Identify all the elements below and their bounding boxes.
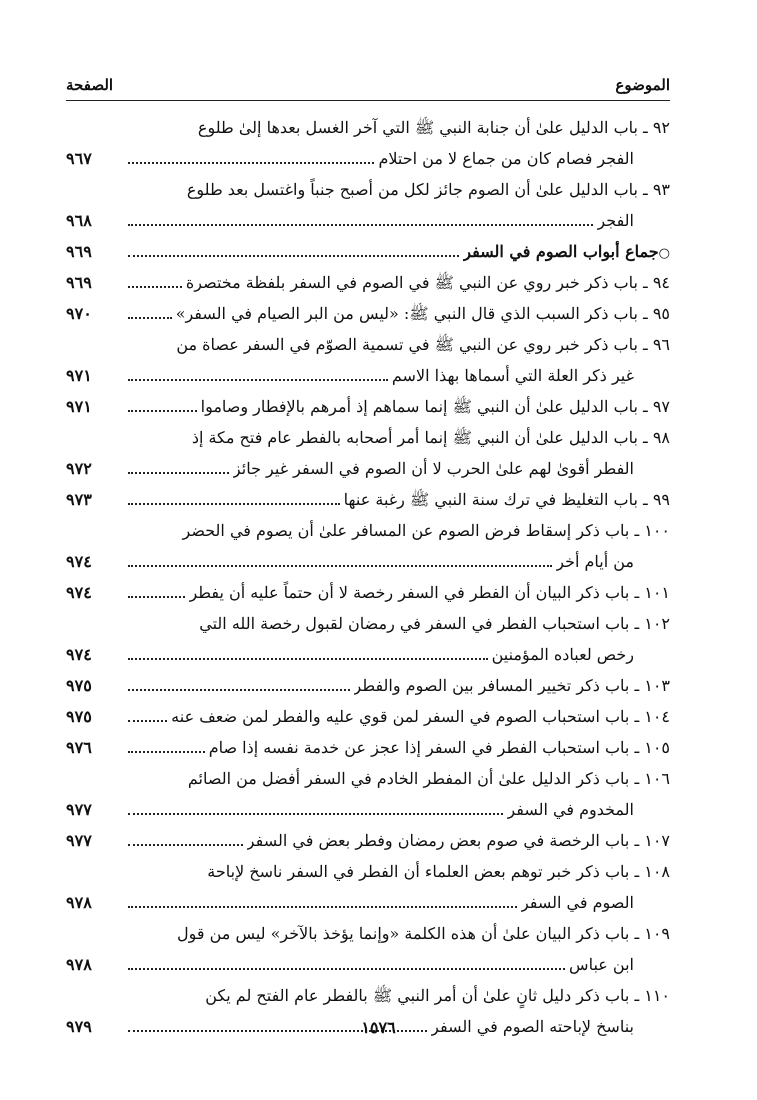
toc-header xyxy=(66,76,670,98)
topic-column-label: الموضوع xyxy=(615,76,670,94)
toc-entry xyxy=(66,484,670,515)
page-column-label: الصفحة xyxy=(66,76,114,94)
toc-entry-text: ١٠٤ ـ باب استحباب الصوم في السفر لمن قوي عليه والفطر لمن ضعف عنه xyxy=(171,707,670,726)
toc-entry-text: ٩٦ ـ باب ذكر خبر روي عن النبي ﷺ في تسمية الصوّم في السفر عصاة من xyxy=(176,335,670,354)
toc-entry-text: ١٠٥ ـ باب استحباب الفطر في السفر إذا عجز عن خدمة نفسه إذا صام xyxy=(208,738,670,757)
toc-entry-line xyxy=(66,763,670,794)
toc-entry-line xyxy=(66,143,670,174)
toc-entry-line xyxy=(66,174,670,205)
toc-entry-text: ٩٩ ـ باب التغليظ في ترك سنة النبي ﷺ رغبة عنها xyxy=(343,490,670,509)
toc-entry-line xyxy=(66,670,670,701)
toc-page-number: ٩٧٤ xyxy=(66,583,92,602)
toc-entry-line xyxy=(66,484,670,515)
dot-leader xyxy=(128,844,243,846)
toc-entry-text: ٩٥ ـ باب ذكر السبب الذي قال النبي ﷺ: «ليس من البر الصيام في السفر» xyxy=(175,304,670,323)
toc-page-number: ٩٧٣ xyxy=(66,490,92,509)
dot-leader xyxy=(128,751,205,753)
toc-page-number: ٩٧١ xyxy=(66,366,92,385)
dot-leader xyxy=(128,472,229,474)
toc-entry xyxy=(66,577,670,608)
toc-entry-text: ٩٢ ـ باب الدليل علىٰ أن جنابة النبي ﷺ التي آخر الغسل بعدها إلىٰ طلوع xyxy=(197,118,670,137)
toc-page-number: ٩٧٠ xyxy=(66,304,92,323)
toc-entry-text: رخص لعباده المؤمنين xyxy=(491,645,634,664)
dot-leader xyxy=(128,720,167,722)
toc-entry-text: الفطر أقوىٰ لهم علىٰ الحرب لا أن الصوم في السفر غير جائز xyxy=(232,459,634,478)
dot-leader xyxy=(128,162,374,164)
toc-entry xyxy=(66,391,670,422)
toc-entry xyxy=(66,329,670,391)
dot-leader xyxy=(128,658,488,660)
toc-entry xyxy=(66,112,670,174)
toc-entry xyxy=(66,515,670,577)
toc-entry-text: ٩٨ ـ باب الدليل علىٰ أن النبي ﷺ إنما أمر أصحابه بالفطر عام فتح مكة إذ xyxy=(191,428,670,447)
toc-entry-line xyxy=(66,112,670,143)
toc-page-number: ٩٧٧ xyxy=(66,800,92,819)
toc-entry-text: الفجر xyxy=(597,211,634,230)
toc-entry-line xyxy=(66,980,670,1011)
toc-entry-text: ١٠٣ ـ باب ذكر تخيير المسافر بين الصوم والفطر xyxy=(353,676,670,695)
dot-leader xyxy=(128,565,552,567)
toc-entry-line xyxy=(66,732,670,763)
toc-entry-line xyxy=(66,515,670,546)
toc-entry xyxy=(66,267,670,298)
toc-entry-text: ١٠١ ـ باب ذكر البيان أن الفطر في السفر رخصة لا أن حتماً عليه أن يفطر xyxy=(189,583,670,602)
dot-leader xyxy=(128,255,459,257)
toc-entry-text: ١٠٦ ـ باب ذكر الدليل علىٰ أن المفطر الخادم في السفر أفضل من الصائم xyxy=(187,769,670,788)
toc-page-number: ٩٧٤ xyxy=(66,552,92,571)
toc-entry xyxy=(66,422,670,484)
table-of-contents xyxy=(66,112,670,1042)
toc-entry xyxy=(66,856,670,918)
toc-entry-line xyxy=(66,360,670,391)
toc-page-number: ٩٧١ xyxy=(66,397,92,416)
dot-leader xyxy=(128,503,340,505)
toc-entry-text: بناسخ لإباحته الصوم في السفر xyxy=(431,1017,634,1036)
toc-entry xyxy=(66,670,670,701)
dot-leader xyxy=(128,379,388,381)
toc-entry-line xyxy=(66,856,670,887)
dot-leader xyxy=(128,968,565,970)
toc-page-number: ٩٦٩ xyxy=(66,242,92,261)
toc-page-number: ٩٧٥ xyxy=(66,676,92,695)
section-marker-icon: ○ xyxy=(658,246,670,261)
toc-page-number: ٩٧٧ xyxy=(66,831,92,850)
dot-leader xyxy=(128,813,503,815)
toc-entry-text: ١٠٢ ـ باب استحباب الفطر في السفر في رمضان لقبول رخصة الله التي xyxy=(199,614,670,633)
toc-entry-text: ٩٤ ـ باب ذكر خبر روي عن النبي ﷺ في الصوم في السفر بلفظة مختصرة xyxy=(185,273,670,292)
toc-entry-text: الصوم في السفر xyxy=(520,893,634,912)
toc-section-heading xyxy=(66,236,670,267)
toc-page-number: ٩٦٧ xyxy=(66,149,92,168)
toc-entry-text: الفجر فصام كان من جماع لا من احتلام xyxy=(378,149,634,168)
toc-entry xyxy=(66,732,670,763)
dot-leader xyxy=(128,317,172,319)
toc-entry-line xyxy=(66,608,670,639)
toc-entry xyxy=(66,918,670,980)
toc-entry xyxy=(66,608,670,670)
toc-entry-line xyxy=(66,236,670,267)
toc-entry xyxy=(66,298,670,329)
toc-entry-text: من أيام أخر xyxy=(556,552,634,571)
toc-entry-line xyxy=(66,887,670,918)
toc-entry-text: ٩٣ ـ باب الدليل علىٰ أن الصوم جائز لكل من أصبح جنباً واغتسل بعد طلوع xyxy=(186,180,670,199)
dot-leader xyxy=(128,596,185,598)
dot-leader xyxy=(128,689,350,691)
toc-entry-line xyxy=(66,949,670,980)
toc-page-number: ٩٧٦ xyxy=(66,738,92,757)
toc-entry-text: غير ذكر العلة التي أسماها بهذا الاسم xyxy=(391,366,634,385)
toc-entry-line xyxy=(66,546,670,577)
toc-entry-line xyxy=(66,794,670,825)
toc-entry-line xyxy=(66,267,670,298)
toc-entry xyxy=(66,701,670,732)
toc-entry-line xyxy=(66,825,670,856)
toc-entry-text: ١٠٧ ـ باب الرخصة في صوم بعض رمضان وفطر بعض في السفر xyxy=(246,831,670,850)
toc-entry-line xyxy=(66,701,670,732)
header-divider xyxy=(66,100,670,101)
toc-entry xyxy=(66,174,670,236)
toc-entry-line xyxy=(66,329,670,360)
toc-entry-text: جماع أبواب الصوم في السفر xyxy=(463,242,659,261)
toc-entry-line xyxy=(66,639,670,670)
toc-entry-line xyxy=(66,391,670,422)
dot-leader xyxy=(128,410,197,412)
toc-entry-text: ابن عباس xyxy=(569,955,634,974)
toc-entry xyxy=(66,825,670,856)
toc-entry-text: ١٠٠ ـ باب ذكر إسقاط فرض الصوم عن المسافر علىٰ أن يصوم في الحضر xyxy=(182,521,670,540)
toc-entry-line xyxy=(66,298,670,329)
toc-page-number: ٩٧٩ xyxy=(66,1017,92,1036)
toc-entry-line xyxy=(66,205,670,236)
toc-entry-line xyxy=(66,453,670,484)
toc-page-number: ٩٧٨ xyxy=(66,893,92,912)
toc-entry-text: ١١٠ ـ باب ذكر دليل ثانٍ علىٰ أن أمر النبي ﷺ بالفطر عام الفتح لم يكن xyxy=(205,986,670,1005)
toc-entry-text: ١٠٩ ـ باب ذكر البيان علىٰ أن هذه الكلمة «وإنما يؤخذ بالآخر» ليس من قول xyxy=(176,924,670,943)
toc-page-number: ٩٧٨ xyxy=(66,955,92,974)
toc-page-number: ٩٧٤ xyxy=(66,645,92,664)
dot-leader xyxy=(128,906,517,908)
toc-entry-line xyxy=(66,918,670,949)
dot-leader xyxy=(128,286,182,288)
toc-entry-line xyxy=(66,422,670,453)
page-number: ١٥٧٦ xyxy=(361,1018,396,1037)
toc-entry-text: المخدوم في السفر xyxy=(507,800,634,819)
toc-page-number: ٩٦٨ xyxy=(66,211,92,230)
toc-entry-text: ٩٧ ـ باب الدليل علىٰ أن النبي ﷺ إنما سماهم إذ أمرهم بالإفطار وصاموا xyxy=(200,397,670,416)
dot-leader xyxy=(128,224,593,226)
toc-entry-text: ١٠٨ ـ باب ذكر خبر توهم بعض العلماء أن الفطر في السفر ناسخ لإباحة xyxy=(207,862,670,881)
toc-entry xyxy=(66,763,670,825)
toc-page-number: ٩٧٥ xyxy=(66,707,92,726)
toc-entry-line xyxy=(66,577,670,608)
toc-page-number: ٩٧٢ xyxy=(66,459,92,478)
toc-page-number: ٩٦٩ xyxy=(66,273,92,292)
